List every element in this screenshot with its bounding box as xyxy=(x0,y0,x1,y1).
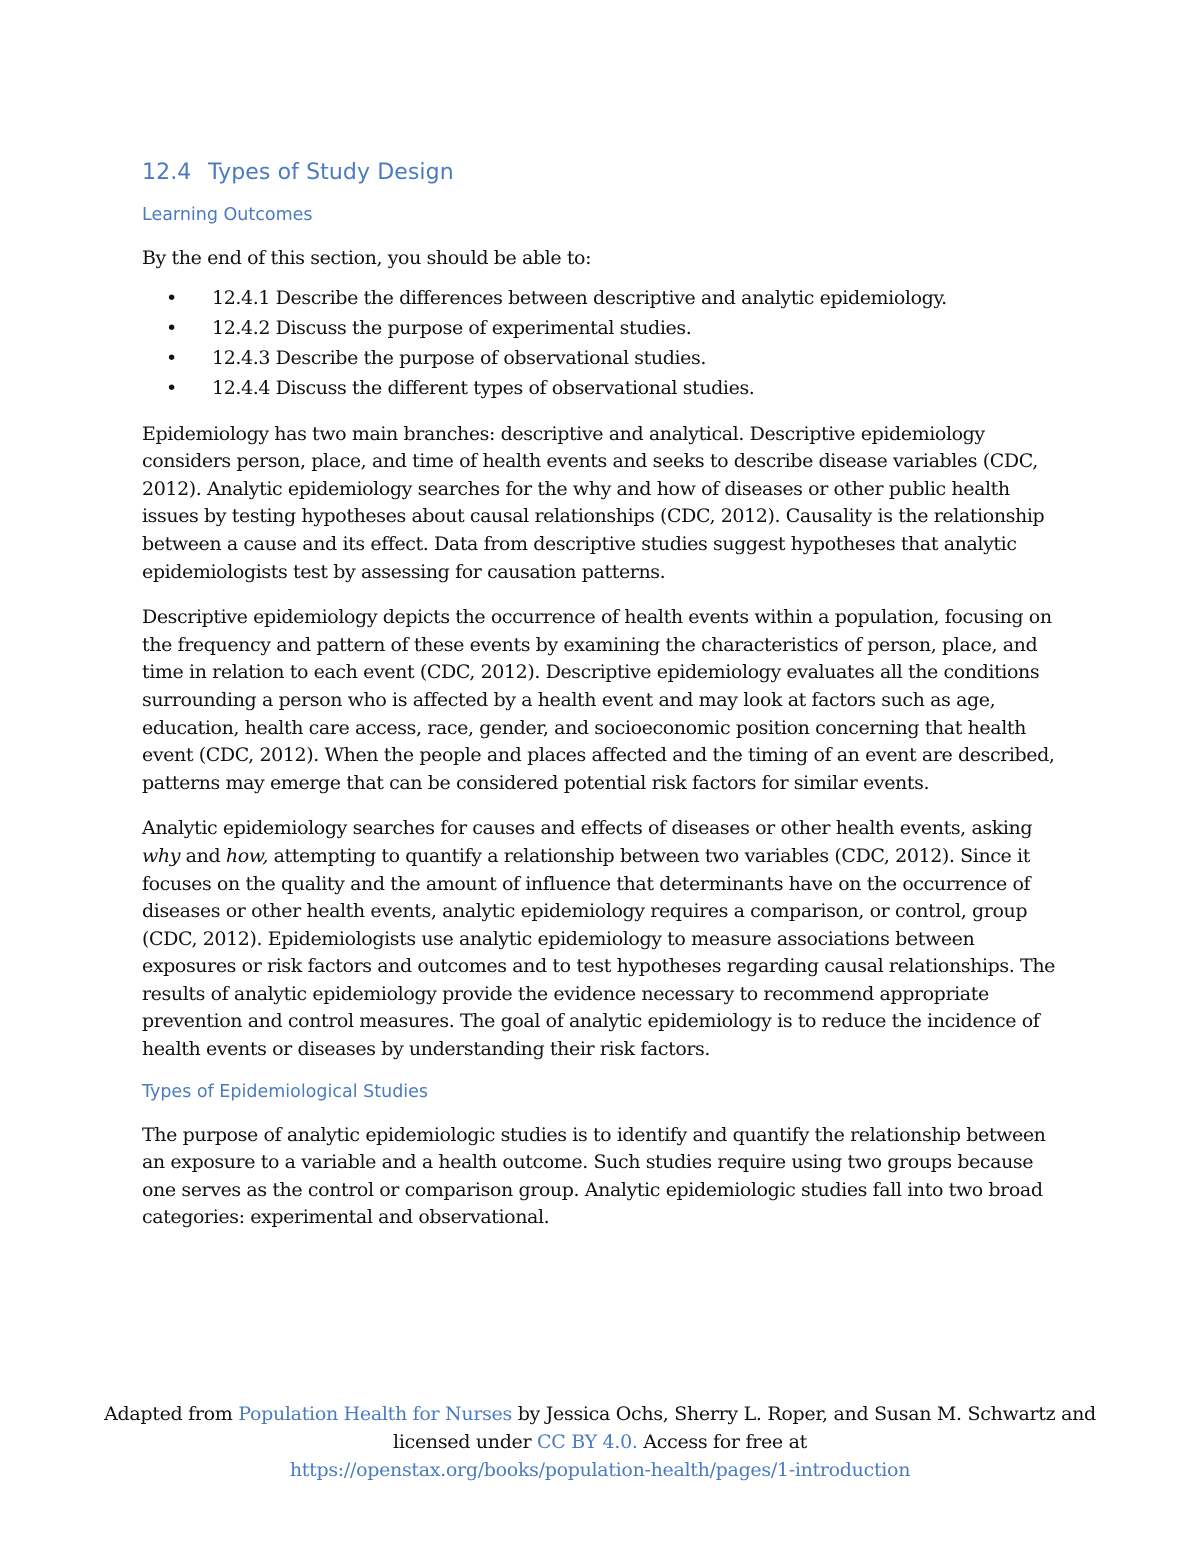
paragraph-analytic xyxy=(142,815,1060,1063)
attribution-footer xyxy=(100,1400,1100,1484)
bullet-icon: • xyxy=(166,316,177,339)
learning-outcomes-heading: Learning Outcomes xyxy=(142,205,313,225)
footer-adapted-from: Adapted from xyxy=(104,1403,239,1425)
learning-outcomes-list xyxy=(142,283,1060,403)
outcome-text: 12.4.2 Discuss the purpose of experimental studies. xyxy=(212,316,692,339)
book-title-link[interactable]: Population Health for Nurses xyxy=(238,1403,512,1425)
openstax-url-link[interactable]: https://openstax.org/books/population-health/pages/1-introduction xyxy=(289,1459,911,1481)
emphasis-why: why xyxy=(142,844,181,867)
bullet-icon: • xyxy=(166,376,177,399)
list-item xyxy=(142,343,1060,373)
list-item xyxy=(142,313,1060,343)
outcome-text: 12.4.1 Describe the differences between descriptive and analytic epidemiology. xyxy=(212,286,947,309)
paragraph-studies: The purpose of analytic epidemiologic studies is to identify and quantify the relationship between an exposure to a variable and a health outcome. Such studies require using two groups because one serves as the control or comparison group. Analytic epidemiologic studies fall into two broad categories: experimental and observational. xyxy=(142,1123,1046,1229)
studies-heading: Types of Epidemiological Studies xyxy=(142,1081,429,1102)
license-link[interactable]: CC BY 4.0. xyxy=(537,1431,638,1453)
bullet-icon: • xyxy=(166,346,177,369)
analytic-text-end: attempting to quantify a relationship between two variables (CDC, 2012). Since it focuses on the quality and the amount of influence that determinants have on the occurrence of diseases or other health events, analytic epidemiology requires a comparison, or control, group (CDC, 2012). Epidemiologists use analytic epidemiology to measure associations between exposures or risk factors and outcomes and to test hypotheses regarding causal relationships. The results of analytic epidemiology provide the evidence necessary to recommend appropriate prevention and control measures. The goal of analytic epidemiology is to reduce the incidence of health events or diseases by understanding their risk factors. xyxy=(142,844,1056,1061)
footer-access: Access for free at xyxy=(637,1431,807,1453)
paragraph-descriptive: Descriptive epidemiology depicts the occurrence of health events within a population, focusing on the frequency and pattern of these events by examining the characteristics of person, place, and time in relation to each event (CDC, 2012). Descriptive epidemiology evaluates all the conditions surrounding a person who is affected by a health event and may look at factors such as age, education, health care access, race, gender, and socioeconomic position concerning that health event (CDC, 2012). When the people and places affected and the timing of an event are described, patterns may emerge that can be considered potential risk factors for similar events. xyxy=(142,606,1055,794)
outcome-text: 12.4.3 Describe the purpose of observational studies. xyxy=(212,346,706,369)
analytic-text-and: and xyxy=(180,844,226,867)
learning-outcomes-intro: By the end of this section, you should be able to: xyxy=(142,247,592,269)
analytic-text-start: Analytic epidemiology searches for causes and effects of diseases or other health events, asking xyxy=(142,817,1033,840)
bullet-icon: • xyxy=(166,286,177,309)
section-title xyxy=(142,160,1060,185)
section-title-text: Types of Study Design xyxy=(208,160,454,185)
main-content xyxy=(142,160,1060,1250)
paragraph-branches: Epidemiology has two main branches: descriptive and analytical. Descriptive epidemiology considers person, place, and time of health events and seeks to describe disease variables (CDC, 2012). Analytic epidemiology searches for the why and how of diseases or other public health issues by testing hypotheses about causal relationships (CDC, 2012). Causality is the relationship between a cause and its effect. Data from descriptive studies suggest hypotheses that analytic epidemiologists test by assessing for causation patterns. xyxy=(142,422,1045,583)
footer-authors: by Jessica Ochs, Sherry L. Roper, and Susan M. Schwartz and licensed under xyxy=(393,1403,1096,1453)
emphasis-how: how, xyxy=(225,844,268,867)
section-number: 12.4 xyxy=(142,160,192,185)
outcome-text: 12.4.4 Discuss the different types of observational studies. xyxy=(212,376,755,399)
list-item xyxy=(142,373,1060,403)
list-item xyxy=(142,283,1060,313)
